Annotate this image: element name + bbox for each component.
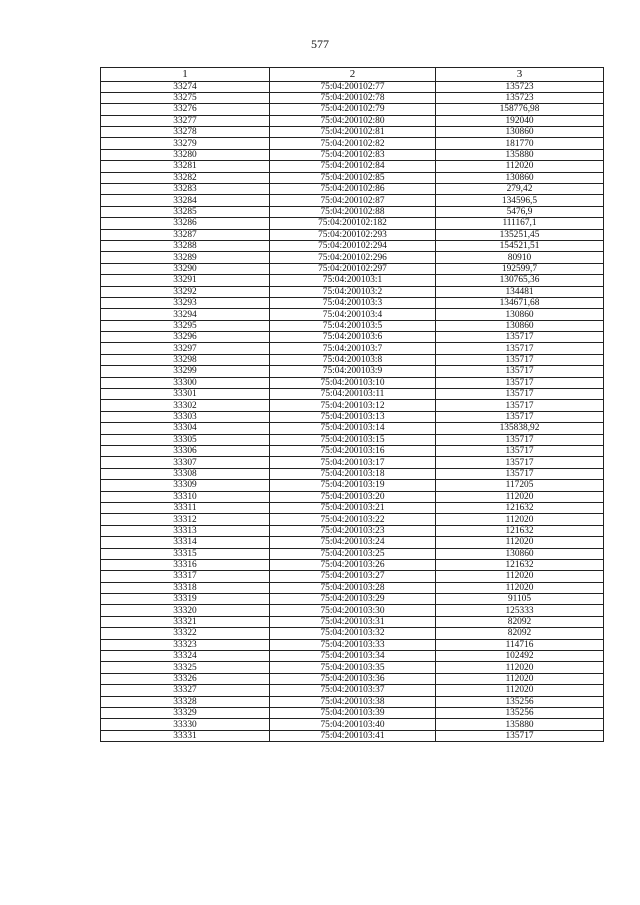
row-number-cell: 33278: [101, 127, 270, 138]
row-number-cell: 33307: [101, 457, 270, 468]
cadastral-number-cell: 75:04:200103:23: [270, 525, 436, 536]
page-number: 577: [311, 37, 329, 51]
table-row: [101, 446, 604, 457]
table-row: [101, 377, 604, 388]
table-row: [101, 639, 604, 650]
table-row: [101, 218, 604, 229]
table-row: [101, 240, 604, 251]
value-cell: 112020: [436, 662, 604, 673]
value-cell: 135251,45: [436, 229, 604, 240]
value-cell: 135717: [436, 377, 604, 388]
table-row: [101, 195, 604, 206]
value-cell: 121632: [436, 525, 604, 536]
value-cell: 154521,51: [436, 240, 604, 251]
row-number-cell: 33303: [101, 411, 270, 422]
cadastral-number-cell: 75:04:200103:7: [270, 343, 436, 354]
table-row: [101, 594, 604, 605]
cadastral-number-cell: 75:04:200103:5: [270, 320, 436, 331]
table-row: [101, 582, 604, 593]
cadastral-number-cell: 75:04:200102:79: [270, 104, 436, 115]
row-number-cell: 33314: [101, 537, 270, 548]
cadastral-number-cell: 75:04:200103:25: [270, 548, 436, 559]
cadastral-number-cell: 75:04:200103:26: [270, 559, 436, 570]
row-number-cell: 33300: [101, 377, 270, 388]
cadastral-number-cell: 75:04:200103:21: [270, 502, 436, 513]
data-table: [100, 67, 604, 742]
cadastral-number-cell: 75:04:200103:4: [270, 309, 436, 320]
row-number-cell: 33322: [101, 628, 270, 639]
cadastral-number-cell: 75:04:200103:38: [270, 696, 436, 707]
value-cell: 135717: [436, 332, 604, 343]
cadastral-number-cell: 75:04:200102:297: [270, 263, 436, 274]
table-row: [101, 468, 604, 479]
row-number-cell: 33317: [101, 571, 270, 582]
cadastral-number-cell: 75:04:200103:33: [270, 639, 436, 650]
value-cell: 158776,98: [436, 104, 604, 115]
value-cell: 135723: [436, 92, 604, 103]
cadastral-number-cell: 75:04:200102:182: [270, 218, 436, 229]
row-number-cell: 33321: [101, 616, 270, 627]
row-number-cell: 33282: [101, 172, 270, 183]
row-number-cell: 33297: [101, 343, 270, 354]
row-number-cell: 33331: [101, 730, 270, 741]
table-row: [101, 343, 604, 354]
table-row: [101, 127, 604, 138]
row-number-cell: 33287: [101, 229, 270, 240]
row-number-cell: 33330: [101, 719, 270, 730]
cadastral-number-cell: 75:04:200103:12: [270, 400, 436, 411]
row-number-cell: 33289: [101, 252, 270, 263]
value-cell: 130860: [436, 309, 604, 320]
value-cell: 112020: [436, 161, 604, 172]
cadastral-number-cell: 75:04:200103:32: [270, 628, 436, 639]
row-number-cell: 33276: [101, 104, 270, 115]
cadastral-number-cell: 75:04:200103:1: [270, 275, 436, 286]
row-number-cell: 33329: [101, 707, 270, 718]
row-number-cell: 33310: [101, 491, 270, 502]
cadastral-number-cell: 75:04:200103:36: [270, 673, 436, 684]
table-header: [101, 68, 604, 82]
table-row: [101, 172, 604, 183]
cadastral-number-cell: 75:04:200103:3: [270, 297, 436, 308]
cadastral-number-cell: 75:04:200102:84: [270, 161, 436, 172]
table-row: [101, 423, 604, 434]
row-number-cell: 33291: [101, 275, 270, 286]
table-row: [101, 616, 604, 627]
table-row: [101, 252, 604, 263]
cadastral-number-cell: 75:04:200103:16: [270, 446, 436, 457]
table-row: [101, 149, 604, 160]
row-number-cell: 33298: [101, 354, 270, 365]
value-cell: 130860: [436, 548, 604, 559]
cadastral-number-cell: 75:04:200103:15: [270, 434, 436, 445]
row-number-cell: 33284: [101, 195, 270, 206]
column-header-1: 1: [101, 68, 270, 82]
table-row: [101, 275, 604, 286]
value-cell: 111167,1: [436, 218, 604, 229]
table-row: [101, 81, 604, 92]
row-number-cell: 33299: [101, 366, 270, 377]
row-number-cell: 33311: [101, 502, 270, 513]
value-cell: 135880: [436, 149, 604, 160]
table-row: [101, 389, 604, 400]
value-cell: 135717: [436, 446, 604, 457]
cadastral-number-cell: 75:04:200103:18: [270, 468, 436, 479]
table-row: [101, 605, 604, 616]
row-number-cell: 33277: [101, 115, 270, 126]
value-cell: 192599,7: [436, 263, 604, 274]
table-row: [101, 366, 604, 377]
row-number-cell: 33318: [101, 582, 270, 593]
cadastral-number-cell: 75:04:200103:24: [270, 537, 436, 548]
table-row: [101, 104, 604, 115]
cadastral-number-cell: 75:04:200102:83: [270, 149, 436, 160]
table-row: [101, 730, 604, 741]
cadastral-number-cell: 75:04:200103:2: [270, 286, 436, 297]
value-cell: 82092: [436, 628, 604, 639]
row-number-cell: 33304: [101, 423, 270, 434]
cadastral-number-cell: 75:04:200102:77: [270, 81, 436, 92]
cadastral-number-cell: 75:04:200103:28: [270, 582, 436, 593]
table-row: [101, 480, 604, 491]
table-row: [101, 685, 604, 696]
cadastral-number-cell: 75:04:200102:87: [270, 195, 436, 206]
cadastral-number-cell: 75:04:200103:35: [270, 662, 436, 673]
cadastral-number-cell: 75:04:200103:20: [270, 491, 436, 502]
row-number-cell: 33319: [101, 594, 270, 605]
value-cell: 135717: [436, 343, 604, 354]
cadastral-number-cell: 75:04:200102:88: [270, 206, 436, 217]
row-number-cell: 33312: [101, 514, 270, 525]
cadastral-number-cell: 75:04:200103:14: [270, 423, 436, 434]
value-cell: 135723: [436, 81, 604, 92]
cadastral-number-cell: 75:04:200103:9: [270, 366, 436, 377]
row-number-cell: 33309: [101, 480, 270, 491]
value-cell: 91105: [436, 594, 604, 605]
value-cell: 130860: [436, 127, 604, 138]
cadastral-number-cell: 75:04:200103:39: [270, 707, 436, 718]
row-number-cell: 33320: [101, 605, 270, 616]
cadastral-number-cell: 75:04:200103:30: [270, 605, 436, 616]
value-cell: 135717: [436, 354, 604, 365]
table-row: [101, 673, 604, 684]
table-row: [101, 229, 604, 240]
row-number-cell: 33326: [101, 673, 270, 684]
value-cell: 279,42: [436, 184, 604, 195]
value-cell: 5476,9: [436, 206, 604, 217]
table-row: [101, 92, 604, 103]
value-cell: 114716: [436, 639, 604, 650]
value-cell: 112020: [436, 537, 604, 548]
value-cell: 130860: [436, 320, 604, 331]
value-cell: 134596,5: [436, 195, 604, 206]
value-cell: 130860: [436, 172, 604, 183]
value-cell: 135838,92: [436, 423, 604, 434]
cadastral-number-cell: 75:04:200102:82: [270, 138, 436, 149]
value-cell: 121632: [436, 502, 604, 513]
row-number-cell: 33279: [101, 138, 270, 149]
column-header-2: 2: [270, 68, 436, 82]
cadastral-number-cell: 75:04:200102:85: [270, 172, 436, 183]
value-cell: 130765,36: [436, 275, 604, 286]
column-header-3: 3: [436, 68, 604, 82]
cadastral-number-cell: 75:04:200102:78: [270, 92, 436, 103]
value-cell: 135717: [436, 366, 604, 377]
value-cell: 192040: [436, 115, 604, 126]
table-body: [101, 81, 604, 742]
cadastral-number-cell: 75:04:200103:19: [270, 480, 436, 491]
table-row: [101, 400, 604, 411]
value-cell: 135717: [436, 434, 604, 445]
table-row: [101, 628, 604, 639]
cadastral-number-cell: 75:04:200103:40: [270, 719, 436, 730]
header-row: [101, 68, 604, 82]
row-number-cell: 33301: [101, 389, 270, 400]
table-row: [101, 651, 604, 662]
value-cell: 135717: [436, 400, 604, 411]
table-row: [101, 115, 604, 126]
cadastral-number-cell: 75:04:200102:296: [270, 252, 436, 263]
table-row: [101, 548, 604, 559]
table-row: [101, 184, 604, 195]
value-cell: 135717: [436, 468, 604, 479]
cadastral-number-cell: 75:04:200103:17: [270, 457, 436, 468]
table-row: [101, 320, 604, 331]
cadastral-number-cell: 75:04:200103:6: [270, 332, 436, 343]
row-number-cell: 33324: [101, 651, 270, 662]
row-number-cell: 33316: [101, 559, 270, 570]
row-number-cell: 33283: [101, 184, 270, 195]
table-row: [101, 457, 604, 468]
cadastral-number-cell: 75:04:200103:41: [270, 730, 436, 741]
table-row: [101, 354, 604, 365]
value-cell: 112020: [436, 571, 604, 582]
row-number-cell: 33286: [101, 218, 270, 229]
row-number-cell: 33280: [101, 149, 270, 160]
cadastral-number-cell: 75:04:200103:27: [270, 571, 436, 582]
cadastral-number-cell: 75:04:200102:293: [270, 229, 436, 240]
table-row: [101, 537, 604, 548]
table-row: [101, 514, 604, 525]
row-number-cell: 33274: [101, 81, 270, 92]
cadastral-number-cell: 75:04:200102:81: [270, 127, 436, 138]
row-number-cell: 33281: [101, 161, 270, 172]
value-cell: 102492: [436, 651, 604, 662]
cadastral-number-cell: 75:04:200103:37: [270, 685, 436, 696]
cadastral-number-cell: 75:04:200103:10: [270, 377, 436, 388]
row-number-cell: 33313: [101, 525, 270, 536]
table-row: [101, 662, 604, 673]
row-number-cell: 33306: [101, 446, 270, 457]
value-cell: 82092: [436, 616, 604, 627]
row-number-cell: 33275: [101, 92, 270, 103]
value-cell: 112020: [436, 514, 604, 525]
table-row: [101, 571, 604, 582]
table-row: [101, 411, 604, 422]
row-number-cell: 33294: [101, 309, 270, 320]
cadastral-number-cell: 75:04:200102:80: [270, 115, 436, 126]
value-cell: 117205: [436, 480, 604, 491]
value-cell: 134481: [436, 286, 604, 297]
cadastral-number-cell: 75:04:200103:29: [270, 594, 436, 605]
value-cell: 135717: [436, 457, 604, 468]
table-row: [101, 696, 604, 707]
table-row: [101, 263, 604, 274]
table-row: [101, 138, 604, 149]
cadastral-number-cell: 75:04:200103:31: [270, 616, 436, 627]
row-number-cell: 33288: [101, 240, 270, 251]
row-number-cell: 33323: [101, 639, 270, 650]
value-cell: 135717: [436, 389, 604, 400]
cadastral-number-cell: 75:04:200103:22: [270, 514, 436, 525]
row-number-cell: 33285: [101, 206, 270, 217]
table-row: [101, 525, 604, 536]
value-cell: 135717: [436, 411, 604, 422]
value-cell: 135256: [436, 707, 604, 718]
value-cell: 134671,68: [436, 297, 604, 308]
row-number-cell: 33296: [101, 332, 270, 343]
cadastral-number-cell: 75:04:200102:86: [270, 184, 436, 195]
row-number-cell: 33305: [101, 434, 270, 445]
row-number-cell: 33325: [101, 662, 270, 673]
cadastral-number-cell: 75:04:200103:11: [270, 389, 436, 400]
table-row: [101, 502, 604, 513]
table-row: [101, 434, 604, 445]
value-cell: 135880: [436, 719, 604, 730]
table-row: [101, 719, 604, 730]
row-number-cell: 33308: [101, 468, 270, 479]
row-number-cell: 33295: [101, 320, 270, 331]
value-cell: 121632: [436, 559, 604, 570]
table-row: [101, 297, 604, 308]
value-cell: 125333: [436, 605, 604, 616]
table-row: [101, 332, 604, 343]
cadastral-number-cell: 75:04:200103:8: [270, 354, 436, 365]
table-row: [101, 707, 604, 718]
value-cell: 181770: [436, 138, 604, 149]
value-cell: 135256: [436, 696, 604, 707]
row-number-cell: 33290: [101, 263, 270, 274]
row-number-cell: 33302: [101, 400, 270, 411]
row-number-cell: 33328: [101, 696, 270, 707]
row-number-cell: 33292: [101, 286, 270, 297]
value-cell: 135717: [436, 730, 604, 741]
table-row: [101, 286, 604, 297]
value-cell: 112020: [436, 491, 604, 502]
row-number-cell: 33327: [101, 685, 270, 696]
value-cell: 112020: [436, 673, 604, 684]
cadastral-number-cell: 75:04:200103:34: [270, 651, 436, 662]
table-row: [101, 491, 604, 502]
table-row: [101, 161, 604, 172]
value-cell: 112020: [436, 582, 604, 593]
table-row: [101, 206, 604, 217]
cadastral-number-cell: 75:04:200103:13: [270, 411, 436, 422]
table-row: [101, 559, 604, 570]
value-cell: 112020: [436, 685, 604, 696]
row-number-cell: 33293: [101, 297, 270, 308]
row-number-cell: 33315: [101, 548, 270, 559]
value-cell: 80910: [436, 252, 604, 263]
table-row: [101, 309, 604, 320]
cadastral-number-cell: 75:04:200102:294: [270, 240, 436, 251]
